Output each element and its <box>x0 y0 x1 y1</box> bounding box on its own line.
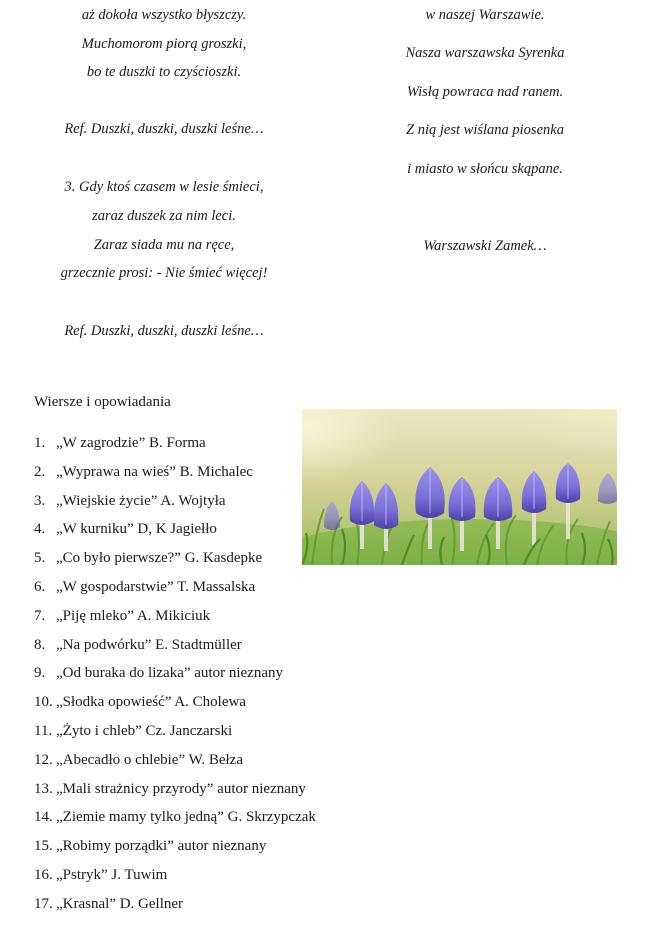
item-number: 10. <box>34 694 53 711</box>
item-number: 6. <box>34 578 46 595</box>
readings-list <box>34 434 316 924</box>
item-title: „W kurniku” D, K Jagiełło <box>56 521 217 538</box>
item-title: „Od buraka do lizaka” autor nieznany <box>56 665 283 682</box>
item-title: „Pstryk” J. Tuwim <box>56 866 168 883</box>
item-title: „Żyto i chleb” Cz. Janczarski <box>56 722 233 739</box>
item-title: „Wiejskie życie” A. Wojtyła <box>56 492 226 509</box>
poem-line: Wisłą powraca nad ranem. <box>406 84 564 100</box>
list-item <box>34 434 316 463</box>
list-item <box>34 693 316 722</box>
poem-line: i miasto w słońcu skąpane. <box>407 161 563 177</box>
item-title: „Wyprawa na wieś” B. Michalec <box>56 463 253 480</box>
poem-line: Z nią jest wiślana piosenka <box>406 122 564 138</box>
item-title: „Mali strażnicy przyrody” autor nieznany <box>56 780 306 797</box>
item-number: 11. <box>34 722 53 739</box>
list-item <box>34 578 316 607</box>
item-number: 5. <box>34 550 46 567</box>
item-title: „Co było pierwsze?” G. Kasdepke <box>56 550 263 567</box>
readings-heading: Wiersze i opowiadania <box>34 394 171 410</box>
item-number: 4. <box>34 521 46 538</box>
item-number: 8. <box>34 636 46 653</box>
item-number: 2. <box>34 463 46 480</box>
poem-line: Warszawski Zamek… <box>423 238 547 254</box>
item-title: „Ziemie mamy tylko jedną” G. Skrzypczak <box>56 809 316 826</box>
item-number: 7. <box>34 607 46 624</box>
crocus-photo <box>302 409 617 565</box>
poem-line: Zaraz siada mu na ręce, <box>93 237 235 253</box>
item-number: 15. <box>34 838 53 855</box>
list-item <box>34 866 316 895</box>
list-item <box>34 780 316 809</box>
list-item <box>34 607 316 636</box>
crocus-flowers-icon <box>302 409 617 565</box>
refrain-line: Ref. Duszki, duszki, duszki leśne… <box>64 323 264 339</box>
list-item <box>34 808 316 837</box>
item-number: 12. <box>34 751 53 768</box>
item-title: „Robimy porządki” autor nieznany <box>56 838 267 855</box>
poem-line: grzecznie prosi: - Nie śmieć więcej! <box>60 265 268 281</box>
item-title: „Abecadło o chlebie” W. Bełza <box>56 751 244 768</box>
list-item <box>34 463 316 492</box>
item-title: „Na podwórku” E. Stadtmüller <box>56 636 242 653</box>
item-number: 14. <box>34 809 53 826</box>
item-title: „W gospodarstwie” T. Massalska <box>56 578 256 595</box>
item-title: „Krasnal” D. Gellner <box>56 895 184 912</box>
item-number: 16. <box>34 866 53 883</box>
item-number: 9. <box>34 665 46 682</box>
item-number: 3. <box>34 492 46 509</box>
refrain-line: Ref. Duszki, duszki, duszki leśne… <box>64 121 264 137</box>
list-item <box>34 751 316 780</box>
poem-line: zaraz duszek za nim leci. <box>92 208 236 224</box>
poem-line: w naszej Warszawie. <box>425 7 545 23</box>
item-number: 13. <box>34 780 53 797</box>
poem-line: 3. Gdy ktoś czasem w lesie śmieci, <box>64 179 264 195</box>
item-title: „Piję mleko” A. Mikiciuk <box>56 607 211 624</box>
item-title: „W zagrodzie” B. Forma <box>56 435 206 451</box>
poem-line: Muchomorom piorą groszki, <box>81 36 247 52</box>
list-item <box>34 520 316 549</box>
list-item <box>34 837 316 866</box>
item-number: 1. <box>34 435 46 451</box>
list-item <box>34 549 316 578</box>
list-item <box>34 492 316 521</box>
list-item <box>34 722 316 751</box>
item-number: 17. <box>34 895 53 912</box>
list-item <box>34 636 316 665</box>
poem-line: aż dokoła wszystko błyszczy. <box>81 7 247 23</box>
item-title: „Słodka opowieść” A. Cholewa <box>56 694 246 711</box>
list-item <box>34 664 316 693</box>
list-item <box>34 895 316 924</box>
poem-line: Nasza warszawska Syrenka <box>405 45 565 61</box>
poem-line: bo te duszki to czyścioszki. <box>86 64 242 80</box>
